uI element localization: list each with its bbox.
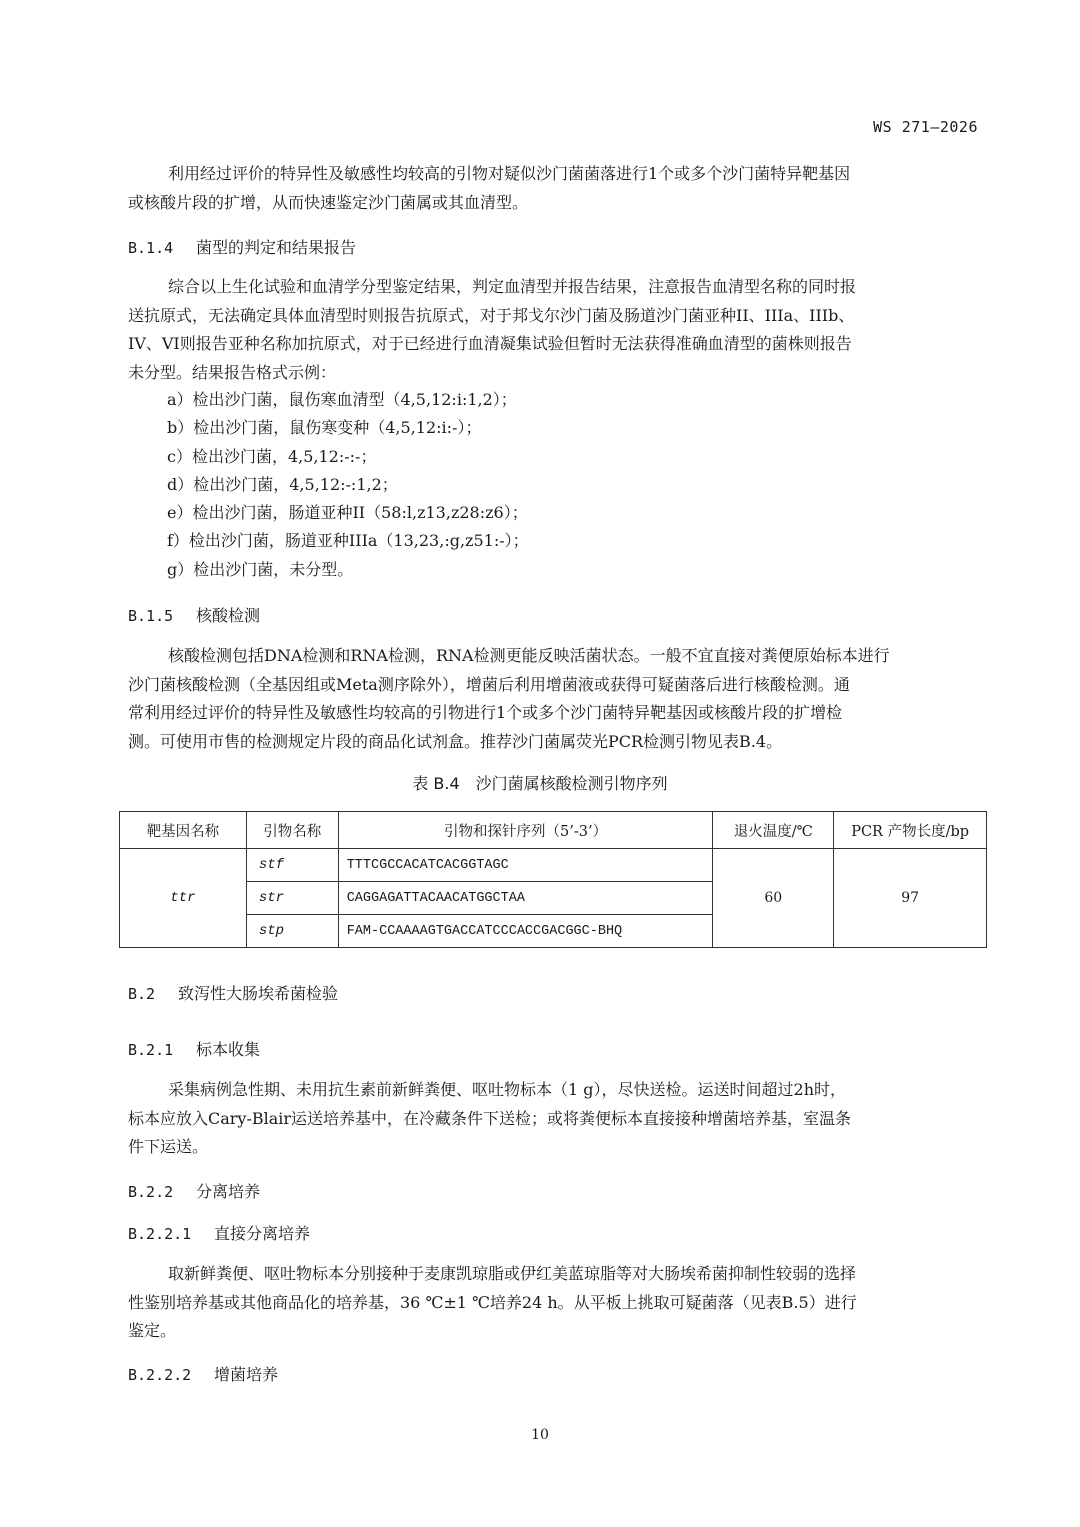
report-examples-list [167, 386, 529, 584]
section-heading-b222 [128, 1362, 278, 1385]
list-item: d）检出沙门菌，4,5,12:-:1,2； [167, 474, 398, 494]
primer-name-cell: stf [246, 849, 338, 882]
section-number: B.2 [128, 985, 156, 1003]
section-heading-b14 [128, 235, 356, 258]
text-line: 沙门菌核酸检测（全基因组或Meta测序除外），增菌后利用增菌液或获得可疑菌落后进行核酸检测。通 [128, 674, 850, 694]
header-sequence: 引物和探针序列（5’-3’） [338, 812, 713, 849]
section-heading-b2 [128, 981, 338, 1004]
text-line: 件下运送。 [128, 1137, 209, 1156]
b21-paragraph [128, 1076, 980, 1162]
target-gene-cell: ttr [120, 849, 247, 948]
text-line: 利用经过评价的特异性及敏感性均较高的引物对疑似沙门菌菌落进行1个或多个沙门菌特异靶基因 [168, 164, 851, 183]
list-item: g）检出沙门菌，未分型。 [167, 559, 354, 579]
table-header-row [120, 812, 987, 849]
annealing-temp-cell: 60 [713, 849, 834, 948]
section-number: B.2.2.1 [128, 1225, 192, 1243]
text-line: 采集病例急性期、未用抗生素前新鲜粪便、呕吐物标本（1 g），尽快送检。运送时间超过2h时， [168, 1080, 846, 1099]
section-heading-b15 [128, 603, 260, 626]
b14-paragraph [128, 273, 980, 387]
list-item: e）检出沙门菌，肠道亚种II（58:l,z13,z28:z6）； [167, 503, 528, 523]
page-number: 10 [531, 1427, 549, 1443]
section-number: B.1.5 [128, 607, 174, 625]
list-item: b）检出沙门菌，鼠伤寒变种（4,5,12:i:-）； [167, 418, 482, 438]
sequence-cell: TTTCGCCACATCACGGTAGC [338, 849, 713, 882]
section-title: 菌型的判定和结果报告 [196, 238, 357, 257]
text-line: 取新鲜粪便、呕吐物标本分别接种于麦康凯琼脂或伊红美蓝琼脂等对大肠埃希菌抑制性较弱的选择 [168, 1264, 857, 1283]
section-heading-b221 [128, 1221, 310, 1244]
header-annealing-temp: 退火温度/℃ [713, 812, 834, 849]
list-item: a）检出沙门菌，鼠伤寒血清型（4,5,12:i:1,2）； [167, 390, 517, 409]
section-heading-b22 [128, 1179, 260, 1202]
section-title: 标本收集 [196, 1040, 261, 1059]
section-title: 增菌培养 [214, 1365, 279, 1384]
section-number: B.2.2.2 [128, 1366, 192, 1384]
text-line: 标本应放入Cary-Blair运送培养基中，在冷藏条件下送检；或将粪便标本直接接种增菌培养基，室温条 [128, 1108, 852, 1128]
product-length-cell: 97 [834, 849, 987, 948]
section-number: B.2.1 [128, 1041, 174, 1059]
text-line: 性鉴别培养基或其他商品化的培养基，36 ℃±1 ℃培养24 h。从平板上挑取可疑菌落（见表B.5）进行 [128, 1292, 857, 1312]
table-caption: 表 B.4 沙门菌属核酸检测引物序列 [412, 774, 668, 793]
header-primer-name: 引物名称 [246, 812, 338, 849]
section-number: B.1.4 [128, 239, 174, 257]
intro-paragraph [128, 160, 980, 217]
section-number: B.2.2 [128, 1183, 174, 1201]
table-row [120, 849, 987, 882]
text-line: 鉴定。 [128, 1321, 177, 1340]
text-line: IV、VI则报告亚种名称加抗原式，对于已经进行血清凝集试验但暂时无法获得准确血清型的菌株则报告 [128, 334, 852, 353]
header-target-gene: 靶基因名称 [120, 812, 247, 849]
text-line: 送抗原式，无法确定具体血清型时则报告抗原式，对于邦戈尔沙门菌及肠道沙门菌亚种II、IIIa、IIIb、 [128, 305, 855, 325]
list-item: f）检出沙门菌，肠道亚种IIIa（13,23,:g,z51:-）； [167, 531, 529, 551]
primer-name-cell: str [246, 882, 338, 915]
section-title: 分离培养 [196, 1182, 261, 1201]
list-item: c）检出沙门菌，4,5,12:-:-； [167, 446, 377, 466]
primer-name-cell: stp [246, 915, 338, 948]
sequence-cell: FAM-CCAAAAGTGACCATCCCACCGACGGC-BHQ [338, 915, 713, 948]
text-line: 综合以上生化试验和血清学分型鉴定结果，判定血清型并报告结果，注意报告血清型名称的同时报 [168, 277, 857, 296]
section-heading-b21 [128, 1037, 260, 1060]
text-line: 核酸检测包括DNA检测和RNA检测，RNA检测更能反映活菌状态。一般不宜直接对粪便原始标本进行 [168, 646, 890, 665]
b221-paragraph [128, 1260, 980, 1346]
section-title: 核酸检测 [196, 606, 261, 625]
b15-paragraph [128, 642, 980, 756]
text-line: 未分型。结果报告格式示例： [128, 362, 337, 382]
text-line: 常利用经过评价的特异性及敏感性均较高的引物进行1个或多个沙门菌特异靶基因或核酸片段的扩增检 [128, 703, 843, 722]
text-line: 测。可使用市售的检测规定片段的商品化试剂盒。推荐沙门菌属荧光PCR检测引物见表B.4。 [128, 731, 783, 751]
text-line: 或核酸片段的扩增，从而快速鉴定沙门菌属或其血清型。 [128, 192, 529, 212]
section-title: 直接分离培养 [214, 1224, 311, 1243]
sequence-cell: CAGGAGATTACAACATGGCTAA [338, 882, 713, 915]
primer-table [119, 811, 987, 948]
header-product-length: PCR 产物长度/bp [834, 812, 987, 849]
section-title: 致泻性大肠埃希菌检验 [178, 984, 339, 1003]
standard-code: WS 271—2026 [873, 118, 978, 136]
